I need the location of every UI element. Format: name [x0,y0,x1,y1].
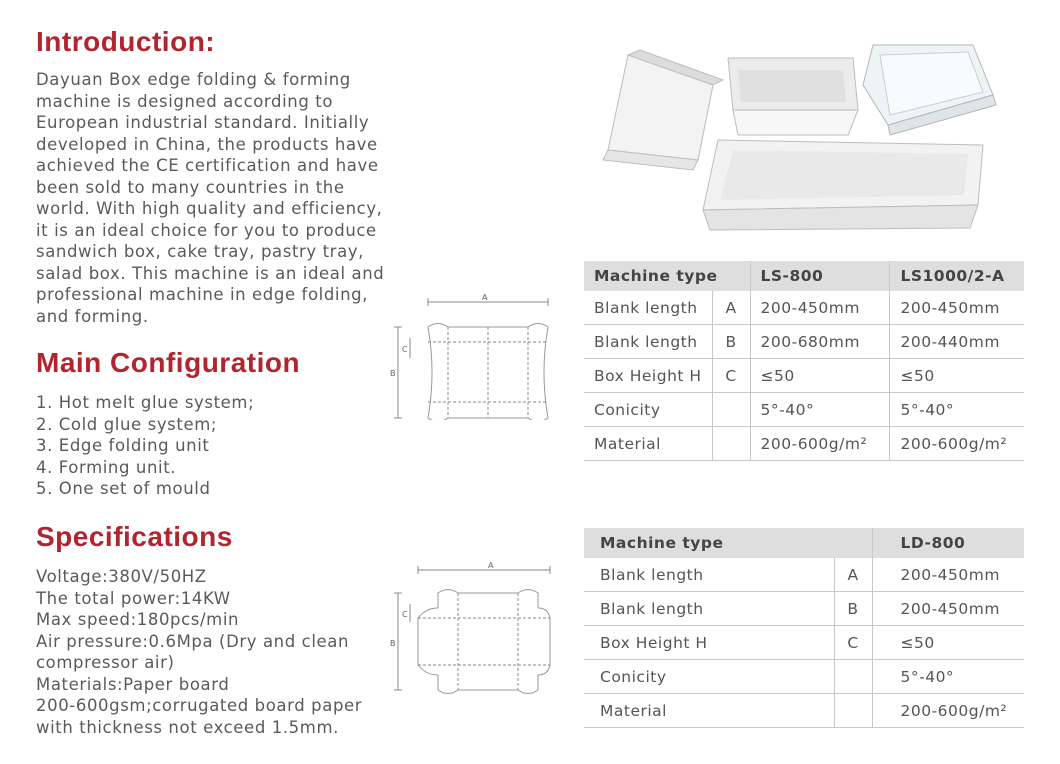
row-name: Blank length [584,558,834,592]
row-name: Box Height H [584,359,712,393]
diagram-label-a: A [488,561,494,570]
spec-line: with thickness not exceed 1.5mm. [36,717,339,737]
table-row [584,393,1024,427]
intro-line: sandwich box, cake tray, pastry tray, [36,242,364,261]
spec-table-ls [584,261,1024,461]
intro-line: developed in China, the products have [36,134,378,154]
intro-line: and forming. [36,306,149,326]
row-key [834,660,872,694]
diagram-label-c: C [402,345,408,354]
row-value: 200-600g/m² [872,694,1024,728]
spec-line: Max speed:180pcs/min [36,610,240,629]
config-item: 4. Forming unit. [36,457,177,477]
diagram-label-a: A [482,293,488,302]
intro-line: world. With high quality and efficiency, [36,199,383,218]
row-value: 200-680mm [750,325,890,359]
intro-line: machine is designed according to [36,91,334,111]
table-header-row [584,528,1024,558]
header-ls-800: LS-800 [750,261,890,291]
table-row [584,626,1024,660]
row-name: Blank length [584,325,712,359]
sandwich-box [863,45,996,135]
header-machine-type: Machine type [584,528,872,558]
spec-line: 200-600gsm;corrugated board paper [36,696,363,715]
row-name: Blank length [584,592,834,626]
specs-title: Specifications [36,521,233,552]
row-key: B [712,325,750,359]
row-value: 5°-40° [750,393,890,427]
row-name: Conicity [584,393,712,427]
row-value: 200-450mm [872,558,1024,592]
row-name: Box Height H [584,626,834,660]
row-key [712,393,750,427]
row-name: Material [584,694,834,728]
intro-line: Dayuan Box edge folding & forming [36,70,351,89]
row-value: ≤50 [872,626,1024,660]
config-item: 5. One set of mould [36,479,211,498]
row-value: 5°-40° [872,660,1024,694]
tray-bottom [703,140,983,230]
spec-line: Voltage:380V/50HZ [36,567,207,586]
row-key [712,427,750,461]
row-key [834,694,872,728]
row-key: A [712,291,750,325]
config-item: 1. Hot melt glue system; [36,393,255,412]
specs-list [36,566,362,738]
row-value: 200-600g/m² [890,427,1024,461]
table-header-row [584,261,1024,291]
header-machine-type: Machine type [584,261,750,291]
header-ld-800: LD-800 [872,528,1024,558]
table-row [584,660,1024,694]
row-key: C [712,359,750,393]
product-trays-image [598,40,1008,235]
tray-middle [728,58,858,135]
row-value: 200-450mm [890,291,1024,325]
row-value: 200-600g/m² [750,427,890,461]
row-name: Material [584,427,712,461]
blank-diagram-ld [390,560,565,695]
row-value: 200-440mm [890,325,1024,359]
tray-left [603,50,723,170]
table-row [584,359,1024,393]
spec-line: The total power:14KW [36,588,231,608]
row-name: Blank length [584,291,712,325]
table-row [584,325,1024,359]
header-ls1000: LS1000/2-A [890,261,1024,291]
intro-line: salad box. This machine is an ideal and [36,263,385,283]
spec-table-ld [584,528,1024,728]
row-value: 200-450mm [872,592,1024,626]
row-value: 200-450mm [750,291,890,325]
row-value: 5°-40° [890,393,1024,427]
intro-line: European industrial standard. Initially [36,113,370,132]
row-value: ≤50 [750,359,890,393]
spec-line: Air pressure:0.6Mpa (Dry and clean [36,631,350,651]
row-key: C [834,626,872,660]
row-key: A [834,558,872,592]
row-name: Conicity [584,660,834,694]
intro-line: it is an ideal choice for you to produce [36,220,377,240]
table-row [584,694,1024,728]
diagram-label-c: C [402,610,408,619]
intro-line: achieved the CE certification and have [36,156,379,175]
row-key: B [834,592,872,626]
diagram-label-b: B [390,369,396,378]
intro-line: professional machine in edge folding, [36,285,369,304]
table-row [584,427,1024,461]
intro-text [36,69,384,327]
spec-line: Materials:Paper board [36,674,230,694]
table-row [584,592,1024,626]
table-row [584,558,1024,592]
config-item: 3. Edge folding unit [36,436,210,455]
spec-line: compressor air) [36,653,175,672]
config-list [36,392,254,500]
config-item: 2. Cold glue system; [36,414,218,434]
diagram-label-b: B [390,639,396,648]
row-value: ≤50 [890,359,1024,393]
intro-title: Introduction: [36,26,216,57]
blank-diagram-ls [390,290,560,420]
table-row [584,291,1024,325]
config-title: Main Configuration [36,347,301,378]
intro-line: been sold to many countries in the [36,177,345,197]
